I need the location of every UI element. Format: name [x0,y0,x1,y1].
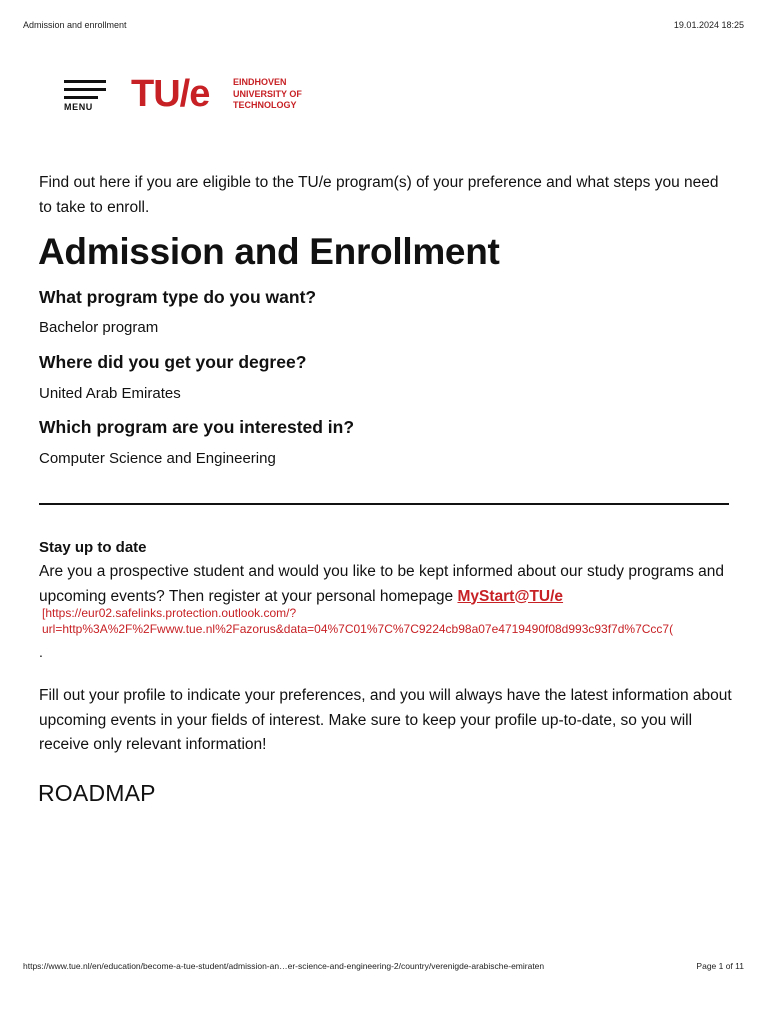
page-title: Admission and Enrollment [38,231,500,272]
print-footer-page-number: Page 1 of 11 [696,961,744,971]
menu-button[interactable] [63,79,107,115]
print-header-title: Admission and enrollment [23,20,127,30]
section-divider [39,503,729,505]
stay-up-to-date-body: Are you a prospective student and would you like to be kept informed about our study programs and upcoming events? Then register at your personal homepage [39,563,724,605]
stay-up-to-date-text [39,560,734,609]
logo-mark: TU/e [131,73,210,115]
print-footer-url: https://www.tue.nl/en/education/become-a-tue-student/admission-an…er-science-and-engineering-2/country/verenigde-arabische-emiraten [23,961,545,971]
roadmap-heading: ROADMAP [38,780,156,806]
logo-line-1: EINDHOVEN [233,77,287,87]
intro-text: Find out here if you are eligible to the TU/e program(s) of your preference and what steps you need to take to enroll. [39,174,719,216]
sentence-period: . [39,644,43,660]
print-header-datetime: 19.01.2024 18:25 [673,20,744,30]
print-header [23,20,744,32]
link-url-line-2: url=http%3A%2F%2Fwww.tue.nl%2Fazorus&data=04%7C01%7C%7C9224cb98a07e4719490f08d993c93f7d%7Ccc7( [42,622,674,636]
link-url-annotation [42,605,768,637]
print-footer [23,961,744,973]
mystart-link[interactable]: MyStart@TU/e [457,587,564,605]
question-program-interest: Which program are you interested in? [39,417,355,437]
menu-label: MENU [64,102,93,112]
answer-program-type[interactable]: Bachelor program [39,319,159,336]
logo-line-3: TECHNOLOGY [233,100,297,110]
tue-logo[interactable] [131,74,311,118]
stay-up-to-date-heading: Stay up to date [39,539,147,556]
answer-program-interest[interactable]: Computer Science and Engineering [39,450,276,467]
answer-degree-country[interactable]: United Arab Emirates [39,385,181,402]
logo-university-name [233,77,302,112]
profile-text: Fill out your profile to indicate your preferences, and you will always have the latest information about upcoming events in your fields of interest. Make sure to keep your profile up-to-date, so you will receive only relevant information! [39,687,732,753]
link-url-line-1: [https://eur02.safelinks.protection.outlook.com/? [42,606,297,620]
question-program-type: What program type do you want? [39,287,317,307]
question-degree-country: Where did you get your degree? [39,352,307,372]
logo-line-2: UNIVERSITY OF [233,88,302,99]
